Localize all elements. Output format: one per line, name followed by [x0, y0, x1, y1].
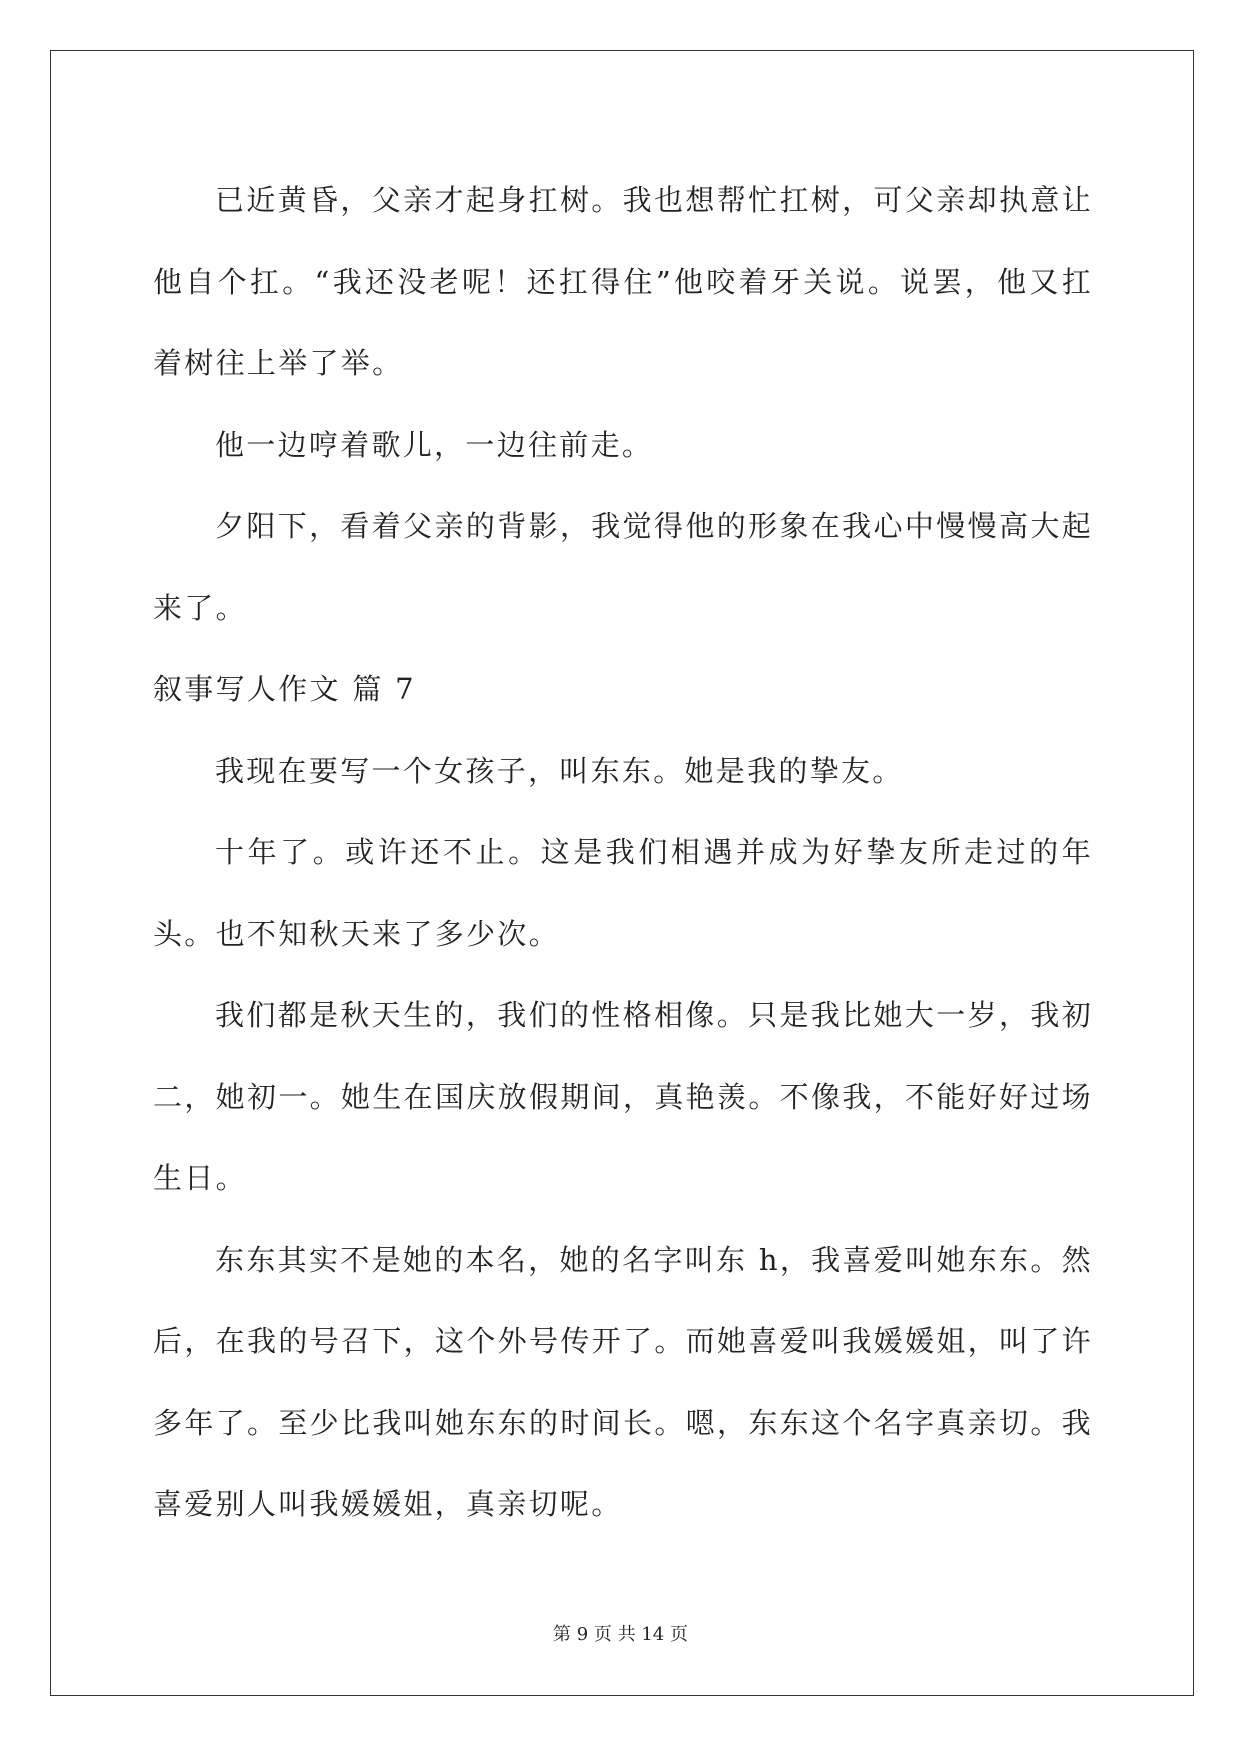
- page-number-footer: 第 9 页 共 14 页: [553, 1624, 688, 1645]
- paragraph: 已近黄昏，父亲才起身扛树。我也想帮忙扛树，可父亲却执意让他自个扛。“我还没老呢！还扛得住”他咬着牙关说。说罢，他又扛着树往上举了举。: [153, 183, 1093, 380]
- paragraph: 他一边哼着歌儿，一边往前走。: [215, 427, 654, 462]
- paragraph: 夕阳下，看着父亲的背影，我觉得他的形象在我心中慢慢高大起来了。: [153, 509, 1093, 625]
- paragraph: 东东其实不是她的本名，她的名字叫东 h，我喜爱叫她东东。然后，在我的号召下，这个外号传开了。而她喜爱叫我媛媛姐，叫了许多年了。至少比我叫她东东的时间长。嗯，东东这个名字真亲切。我喜爱别人叫我媛媛姐，真亲切呢。: [153, 1242, 1093, 1521]
- paragraph: 我现在要写一个女孩子，叫东东。她是我的挚友。: [215, 753, 904, 788]
- document-body: [153, 160, 1093, 1546]
- paragraph: 我们都是秋天生的，我们的性格相像。只是我比她大一岁，我初二，她初一。她生在国庆放假期间，真艳羡。不像我，不能好好过场生日。: [153, 998, 1093, 1195]
- paragraph: 十年了。或许还不止。这是我们相遇并成为好挚友所走过的年头。也不知秋天来了多少次。: [153, 835, 1093, 951]
- section-heading: 叙事写人作文 篇 7: [153, 672, 416, 706]
